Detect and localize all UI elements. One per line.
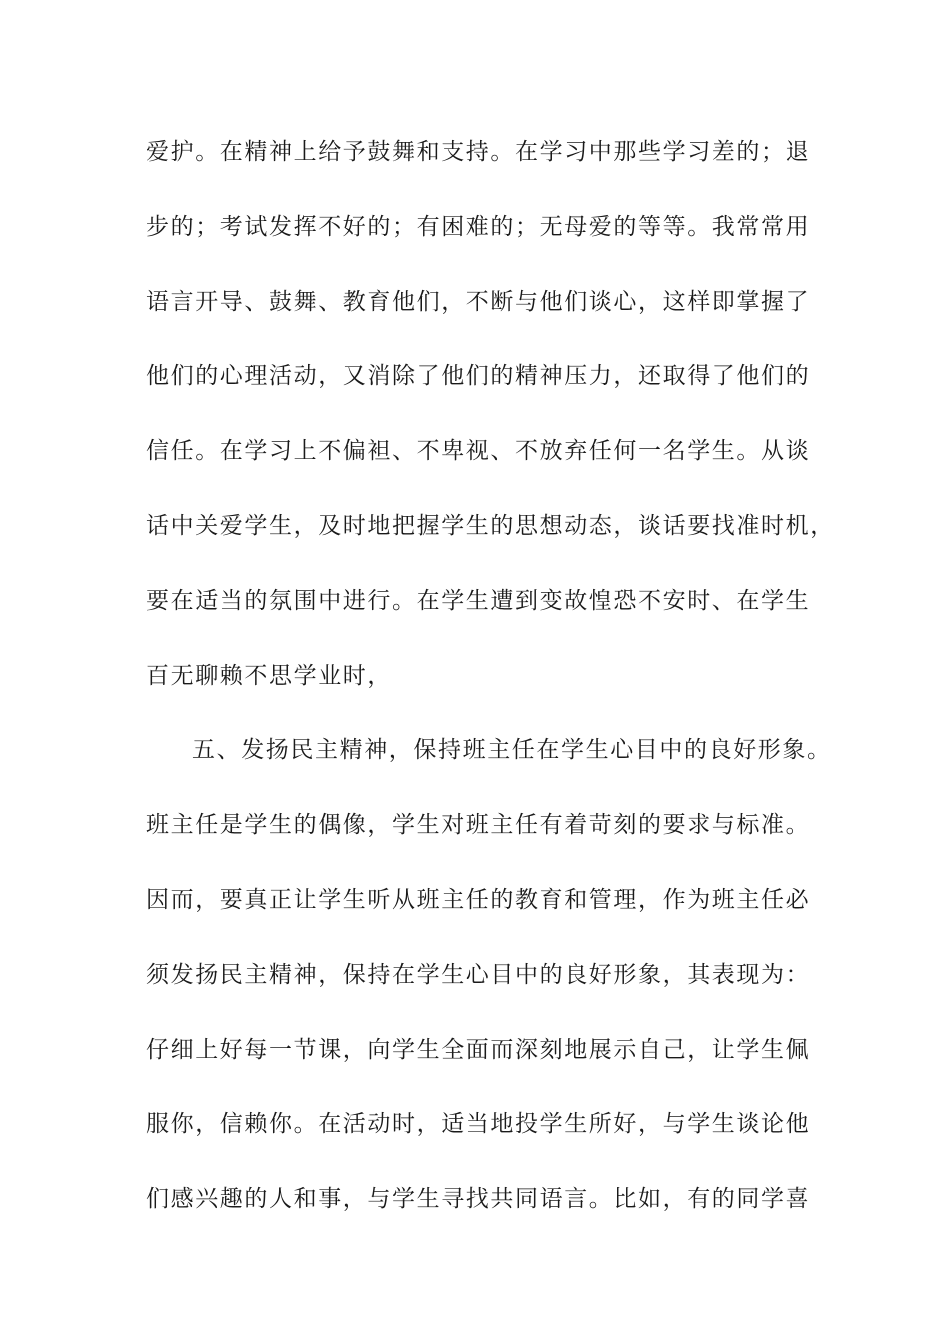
text-line: 爱护。在精神上给予鼓舞和支持。在学习中那些学习差的；退 xyxy=(146,139,811,165)
text-line: 服你，信赖你。在活动时，适当地投学生所好，与学生谈论他 xyxy=(146,1111,811,1138)
body-text xyxy=(146,128,835,1250)
text-line: 他们的心理活动，又消除了他们的精神压力，还取得了他们的 xyxy=(146,363,811,390)
text-line: 仔细上好每一节课，向学生全面而深刻地展示自己，让学生佩 xyxy=(146,1036,811,1063)
text-line: 百无聊赖不思学业时， xyxy=(146,662,392,689)
text-line: 信任。在学习上不偏袒、不卑视、不放弃任何一名学生。从谈 xyxy=(146,438,811,465)
text-line: 班主任是学生的偶像，学生对班主任有着苛刻的要求与标准。 xyxy=(146,812,811,839)
text-line: 们感兴趣的人和事，与学生寻找共同语言。比如，有的同学喜 xyxy=(146,1186,811,1213)
text-line: 步的；考试发挥不好的；有困难的；无母爱的等等。我常常用 xyxy=(146,213,811,240)
text-line: 因而，要真正让学生听从班主任的教育和管理，作为班主任必 xyxy=(146,886,811,913)
text-line: 须发扬民主精神，保持在学生心目中的良好形象，其表现为： xyxy=(146,961,811,988)
text-line: 话中关爱学生，及时地把握学生的思想动态，谈话要找准时机， xyxy=(146,512,835,539)
text-line: 要在适当的氛围中进行。在学生遭到变故惶恐不安时、在学生 xyxy=(146,587,811,614)
text-line: 语言开导、鼓舞、教育他们，不断与他们谈心，这样即掌握了 xyxy=(146,288,811,315)
section-heading-line: 五、发扬民主精神，保持班主任在学生心目中的良好形象。 xyxy=(192,737,832,764)
